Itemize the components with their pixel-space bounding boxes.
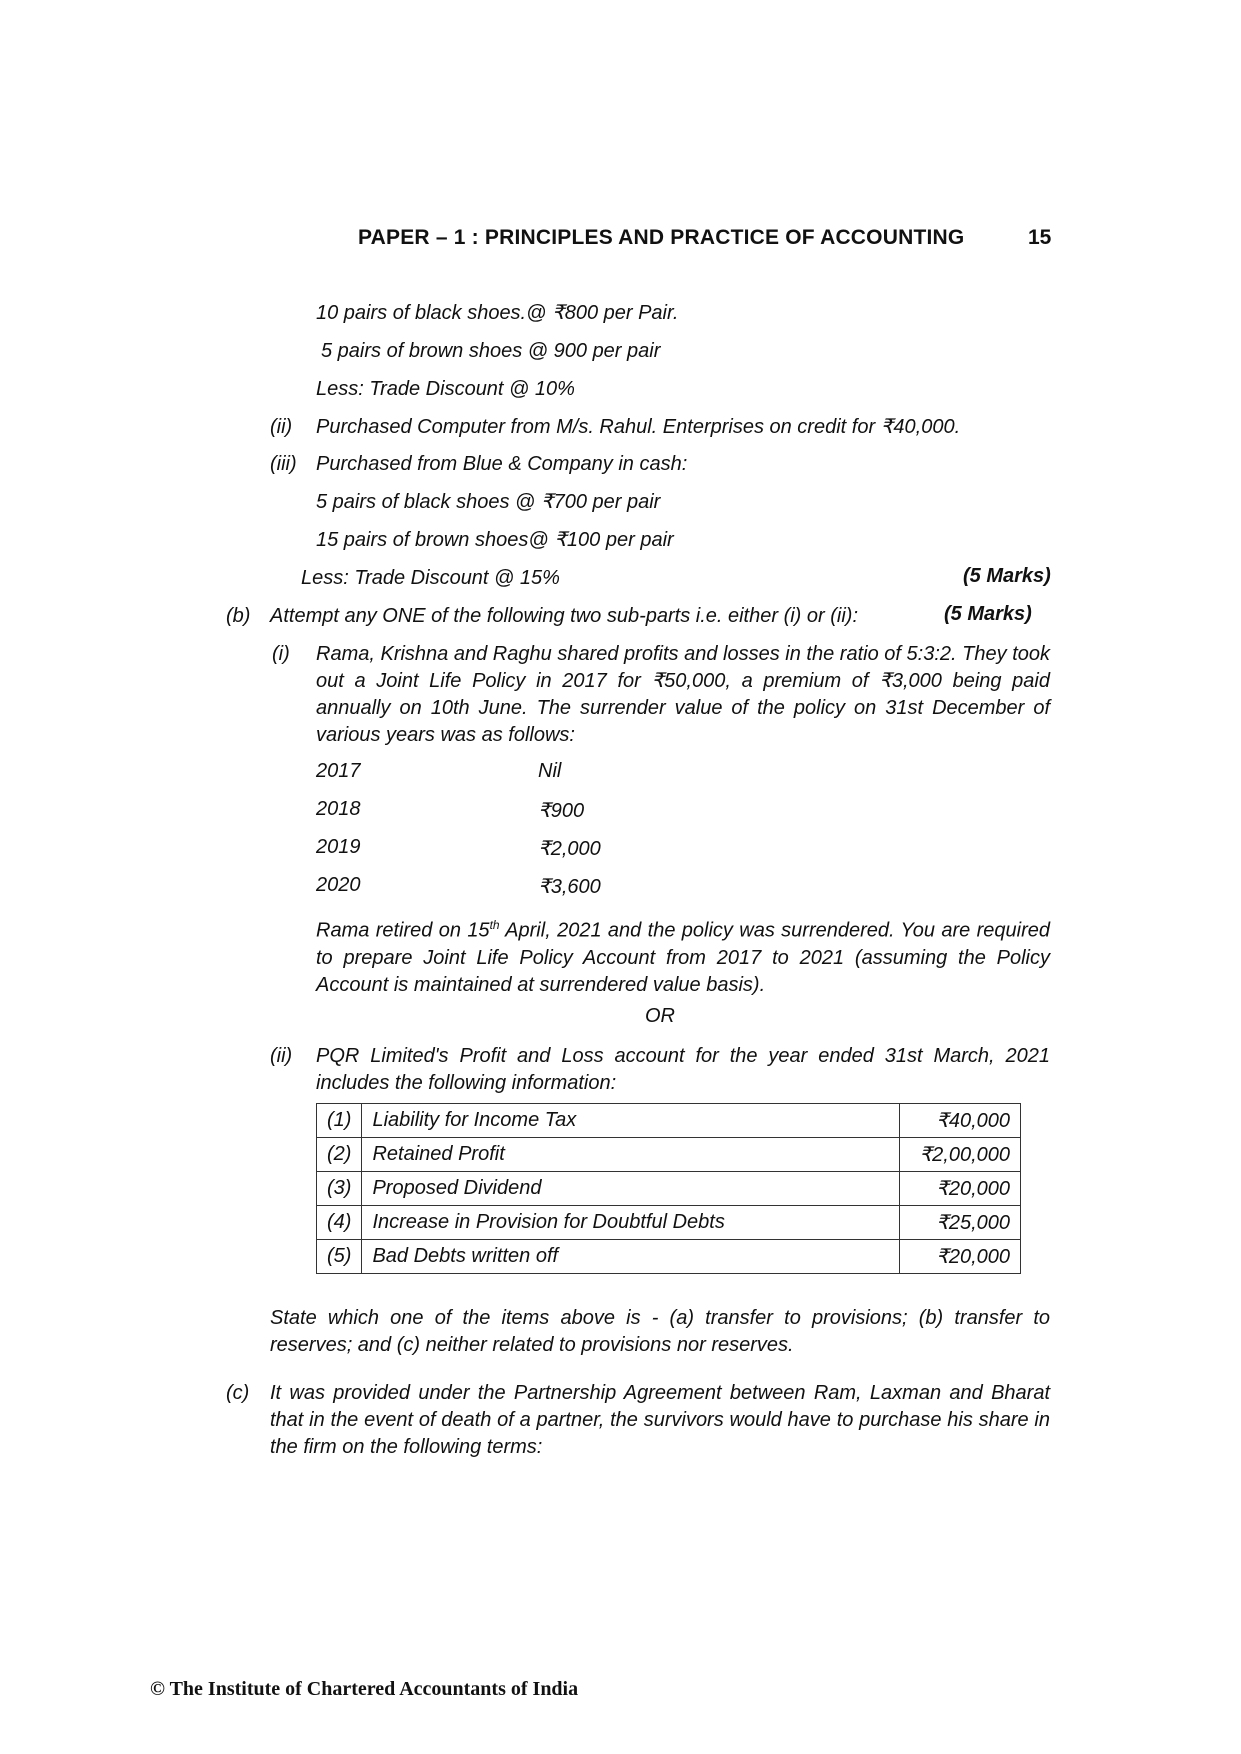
- or-divider: OR: [645, 1005, 675, 1027]
- line-trade-discount-10: Less: Trade Discount @ 10%: [316, 378, 575, 400]
- item-desc: Retained Profit: [362, 1138, 900, 1172]
- item-amount: ₹25,000: [900, 1206, 1021, 1240]
- page-number: 15: [1028, 226, 1052, 249]
- table-row: [317, 1138, 1021, 1172]
- line-black-shoes-cash: 5 pairs of black shoes @ ₹700 per pair: [316, 491, 661, 513]
- surrender-year: 2017: [316, 760, 361, 782]
- line-trade-discount-15: Less: Trade Discount @ 15%: [301, 567, 560, 589]
- ordinal-suffix: th: [489, 918, 500, 932]
- pl-items-table: [316, 1103, 1021, 1274]
- copyright-footer: © The Institute of Chartered Accountants of India: [150, 1678, 579, 1700]
- item-desc: Liability for Income Tax: [362, 1104, 900, 1138]
- part-b-instruction: Attempt any ONE of the following two sub-parts i.e. either (i) or (ii):: [270, 605, 858, 627]
- surrender-year: 2018: [316, 798, 361, 820]
- part-c-text: It was provided under the Partnership Agreement between Ram, Laxman and Bharat that in the event of death of a partner, the survivors would have to purchase his share in the firm on the following terms:: [270, 1382, 1050, 1458]
- item-number-iii: (iii): [270, 453, 297, 475]
- subpart-i-text: Rama, Krishna and Raghu shared profits and losses in the ratio of 5:3:2. They took out a Joint Life Policy in 2017 for ₹50,000, a premium of ₹3,000 being paid annually on 10th June. The surrender value of the policy on 31st December of various years was as follows:: [316, 643, 1050, 746]
- table-row: [317, 1206, 1021, 1240]
- surrender-value: ₹900: [538, 800, 585, 822]
- item-iii-text: Purchased from Blue & Company in cash:: [316, 453, 688, 475]
- table-row: [317, 1172, 1021, 1206]
- item-no: (3): [317, 1172, 362, 1206]
- item-amount: ₹20,000: [900, 1172, 1021, 1206]
- item-amount: ₹20,000: [900, 1240, 1021, 1274]
- line-brown-shoes: 5 pairs of brown shoes @ 900 per pair: [321, 340, 661, 362]
- part-c-label: (c): [226, 1382, 250, 1404]
- surrender-year: 2020: [316, 874, 361, 896]
- item-desc: Increase in Provision for Doubtful Debts: [362, 1206, 900, 1240]
- item-no: (1): [317, 1104, 362, 1138]
- table-row: [317, 1104, 1021, 1138]
- line-black-shoes: 10 pairs of black shoes.@ ₹800 per Pair.: [316, 302, 679, 324]
- item-desc: Proposed Dividend: [362, 1172, 900, 1206]
- subpart-ii-question: State which one of the items above is - (a) transfer to provisions; (b) transfer to reserves; and (c) neither related to provisions nor reserves.: [270, 1307, 1050, 1356]
- subpart-ii-label: (ii): [270, 1045, 293, 1067]
- part-b-label: (b): [226, 605, 251, 627]
- line-brown-shoes-cash: 15 pairs of brown shoes@ ₹100 per pair: [316, 529, 674, 551]
- subpart-ii-text: PQR Limited's Profit and Loss account for the year ended 31st March, 2021 includes the following information:: [316, 1045, 1050, 1094]
- table-row: [317, 1240, 1021, 1274]
- item-ii-text: Purchased Computer from M/s. Rahul. Enterprises on credit for ₹40,000.: [316, 416, 961, 438]
- surrender-year: 2019: [316, 836, 361, 858]
- item-number-ii: (ii): [270, 416, 293, 438]
- page-title: PAPER – 1 : PRINCIPLES AND PRACTICE OF ACCOUNTING: [358, 226, 965, 249]
- item-amount: ₹2,00,000: [900, 1138, 1021, 1172]
- surrender-value: Nil: [538, 760, 562, 782]
- item-no: (4): [317, 1206, 362, 1240]
- followup-text-start: Rama retired on 15: [316, 919, 490, 942]
- item-no: (2): [317, 1138, 362, 1172]
- item-desc: Bad Debts written off: [362, 1240, 900, 1274]
- marks-a: (5 Marks): [963, 565, 1051, 587]
- item-no: (5): [317, 1240, 362, 1274]
- surrender-value: ₹2,000: [538, 838, 601, 860]
- marks-b: (5 Marks): [944, 603, 1032, 625]
- subpart-i-followup: [316, 912, 1050, 999]
- surrender-value: ₹3,600: [538, 876, 601, 898]
- followup-text-end: April, 2021 and the policy was surrendered. You are required to prepare Joint Life Policy Account from 2017 to 2021 (assuming the Policy Account is maintained at surrendered value basis).: [316, 919, 1050, 996]
- item-amount: ₹40,000: [900, 1104, 1021, 1138]
- subpart-i-label: (i): [272, 643, 290, 665]
